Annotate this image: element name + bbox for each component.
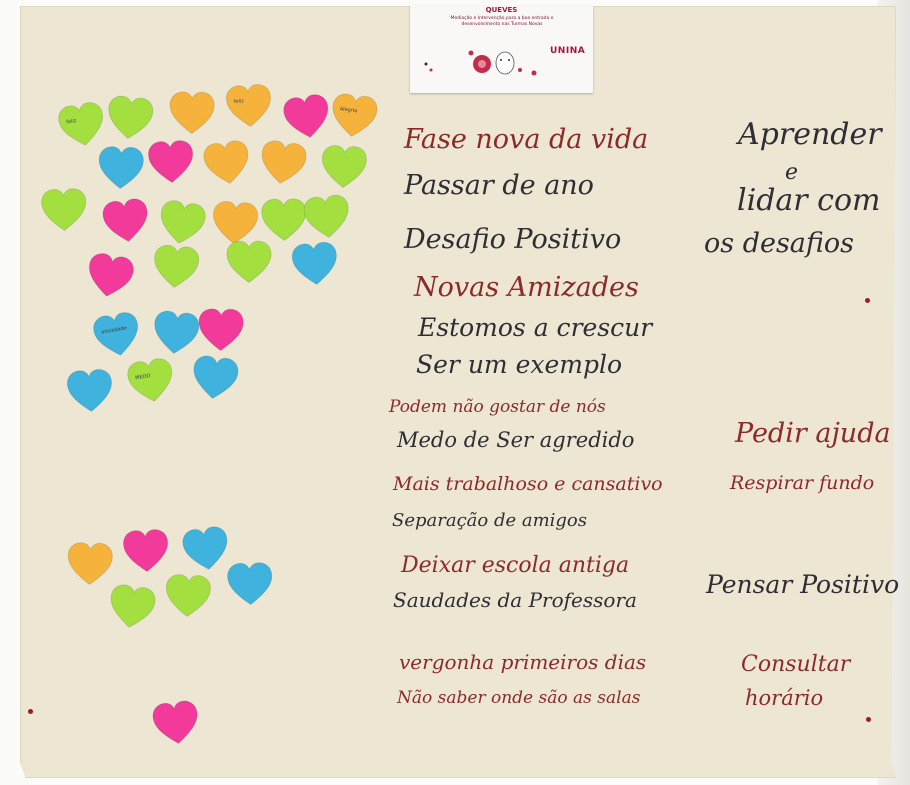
handwritten-line: Pensar Positivo xyxy=(706,570,900,599)
sticky-note-heart xyxy=(156,198,208,249)
handwritten-line: Separação de amigos xyxy=(392,510,587,531)
handwritten-line: Novas Amizades xyxy=(414,272,639,303)
poster-logo: UNINA xyxy=(550,46,586,56)
sticky-note-heart xyxy=(290,240,340,288)
sticky-note-heart xyxy=(226,240,272,284)
handwritten-line: Respirar fundo xyxy=(730,472,875,494)
handwritten-line: Pedir ajuda xyxy=(735,418,891,449)
sticky-note-heart xyxy=(302,193,352,242)
sticky-note-heart xyxy=(261,198,308,243)
handwritten-line: vergonha primeiros dias xyxy=(399,650,647,674)
sticky-note-heart xyxy=(56,99,109,150)
pushpin xyxy=(866,717,871,722)
handwritten-line: Mais trabalhoso e cansativo xyxy=(393,473,663,495)
sticky-note-heart xyxy=(105,94,155,143)
handwritten-line: Saudades da Professora xyxy=(393,588,637,612)
sticky-note-heart xyxy=(189,353,240,402)
heart-note-text: ansiedade xyxy=(100,325,128,336)
handwritten-line: horário xyxy=(745,686,824,710)
sticky-note-heart xyxy=(257,138,309,188)
poster-subtitle: Mediação e Intervenção para a boa entrada e desenvolvimento nas Turmas Novas xyxy=(450,16,554,27)
sticky-note-heart xyxy=(281,92,333,143)
sticky-note-heart xyxy=(328,91,379,140)
sticky-note-heart xyxy=(201,138,253,188)
handwritten-line: e xyxy=(785,160,799,185)
heart-note-text: MEDO xyxy=(134,373,151,382)
sticky-note-heart xyxy=(151,243,201,291)
sticky-note-heart xyxy=(147,139,195,185)
pushpin xyxy=(865,298,870,303)
handwritten-line: Estomos a crescur xyxy=(418,313,653,342)
heart-note-text: feliz xyxy=(233,98,245,106)
sticky-note-heart xyxy=(164,573,212,619)
heart-note-text: feliz xyxy=(65,117,77,126)
sticky-note-heart xyxy=(91,309,144,360)
sticky-note-heart xyxy=(225,82,274,129)
handwritten-line: lidar com xyxy=(737,183,881,218)
handwritten-line: os desafios xyxy=(704,228,855,259)
sticky-note-heart xyxy=(100,196,151,245)
sticky-note-heart xyxy=(150,698,201,747)
heart-note-text: Alegria xyxy=(339,106,358,115)
sticky-note-heart xyxy=(66,367,115,414)
handwritten-line: Desafio Positivo xyxy=(404,224,622,255)
sticky-note-heart xyxy=(66,541,114,587)
activity-poster xyxy=(410,6,593,93)
sticky-note-heart xyxy=(226,561,274,607)
sticky-note-heart xyxy=(180,524,232,574)
pushpin xyxy=(28,709,33,714)
sticky-note-heart xyxy=(198,308,245,353)
sticky-note-heart xyxy=(40,187,88,233)
sticky-note-heart xyxy=(125,356,177,407)
sticky-note-heart xyxy=(151,309,201,358)
poster-title: QUEVES xyxy=(485,6,518,14)
handwritten-line: Fase nova da vida xyxy=(404,124,649,155)
handwritten-line: Medo de Ser agredido xyxy=(397,428,635,452)
sticky-note-heart xyxy=(320,144,368,190)
sticky-note-heart xyxy=(106,582,158,632)
handwritten-line: Deixar escola antiga xyxy=(401,553,630,578)
handwritten-line: Podem não gostar de nós xyxy=(389,397,606,417)
sticky-note-heart xyxy=(169,91,216,136)
handwritten-line: Ser um exemplo xyxy=(416,350,623,379)
sticky-note-heart xyxy=(84,250,137,301)
sticky-note-heart xyxy=(97,145,145,191)
handwritten-line: Consultar xyxy=(741,652,851,677)
sticky-note-heart xyxy=(122,528,170,574)
handwritten-line: Não saber onde são as salas xyxy=(397,688,641,708)
handwritten-line: Aprender xyxy=(738,117,882,152)
handwritten-line: Passar de ano xyxy=(404,170,594,201)
